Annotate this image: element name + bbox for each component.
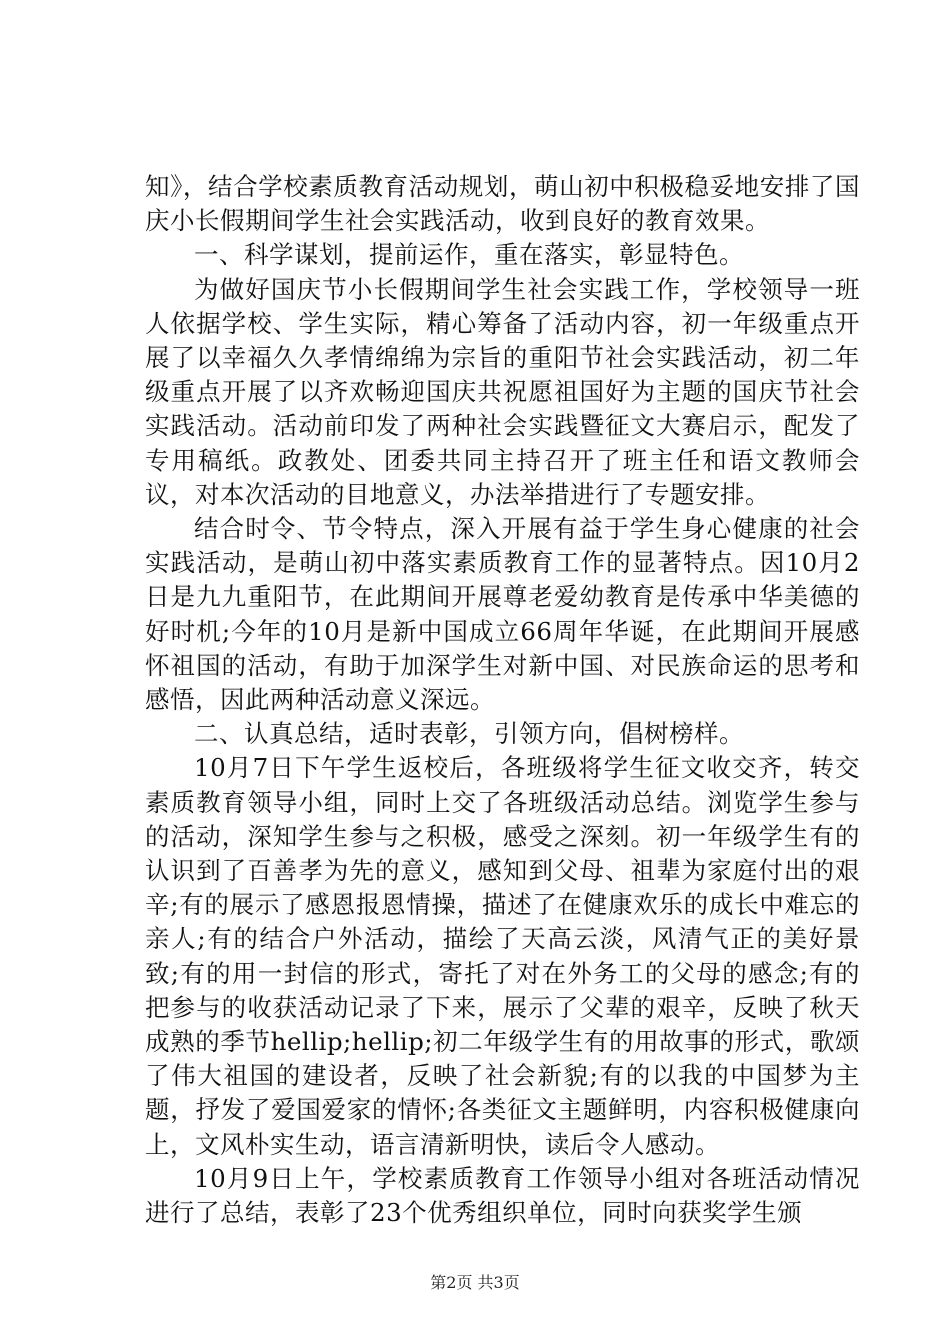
paragraph-4: 10月7日下午学生返校后，各班级将学生征文收交齐，转交素质教育领导小组，同时上交了各班级活动总结。浏览学生参与的活动，深知学生参与之积极，感受之深刻。初一年级学生有的认识到了百善孝为先的意义，感知到父母、祖辈为家庭付出的艰辛;有的展示了感恩报恩情操，描述了在健康欢乐的成长中难忘的亲人;有的结合户外活动，描绘了天高云淡，风清气正的美好景致;有的用一封信的形式，寄托了对在外务工的父母的感念;有的把参与的收获活动记录了下来，展示了父辈的艰辛，反映了秋天成熟的季节hellip;hellip;初二年级学生有的用故事的形式，歌颂了伟大祖国的建设者，反映了社会新貌;有的以我的中国梦为主题，抒发了爱国爱家的情怀;各类征文主题鲜明，内容积极健康向上，文风朴实生动，语言清新明快，读后令人感动。 [145,753,860,1159]
paragraph-5: 10月9日上午，学校素质教育工作领导小组对各班活动情况进行了总结，表彰了23个优秀组织单位，同时向获奖学生颁 [145,1163,860,1228]
page-footer: 第2页 共3页 [430,1273,520,1292]
heading-section-1: 一、科学谋划，提前运作，重在落实，彰显特色。 [194,240,744,270]
paragraph-1: 知》，结合学校素质教育活动规划，萌山初中积极稳妥地安排了国庆小长假期间学生社会实践活动，收到良好的教育效果。 [145,172,860,236]
paragraph-3: 结合时令、节令特点，深入开展有益于学生身心健康的社会实践活动，是萌山初中落实素质教育工作的显著特点。因10月2日是九九重阳节，在此期间开展尊老爱幼教育是传承中华美德的好时机;今年的10月是新中国成立66周年华诞，在此期间开展感怀祖国的活动，有助于加深学生对新中国、对民族命运的思考和感悟，因此两种活动意义深远。 [145,514,860,715]
paragraph-2: 为做好国庆节小长假期间学生社会实践工作，学校领导一班人依据学校、学生实际，精心筹备了活动内容，初一年级重点开展了以幸福久久孝情绵绵为宗旨的重阳节社会实践活动，初二年级重点开展了以齐欢畅迎国庆共祝愿祖国好为主题的国庆节社会实践活动。活动前印发了两种社会实践暨征文大赛启示，配发了专用稿纸。政教处、团委共同主持召开了班主任和语文教师会议，对本次活动的目地意义，办法举措进行了专题安排。 [145,274,860,509]
document-body [145,170,860,1230]
heading-section-2: 二、认真总结，适时表彰，引领方向，倡树榜样。 [194,719,744,749]
